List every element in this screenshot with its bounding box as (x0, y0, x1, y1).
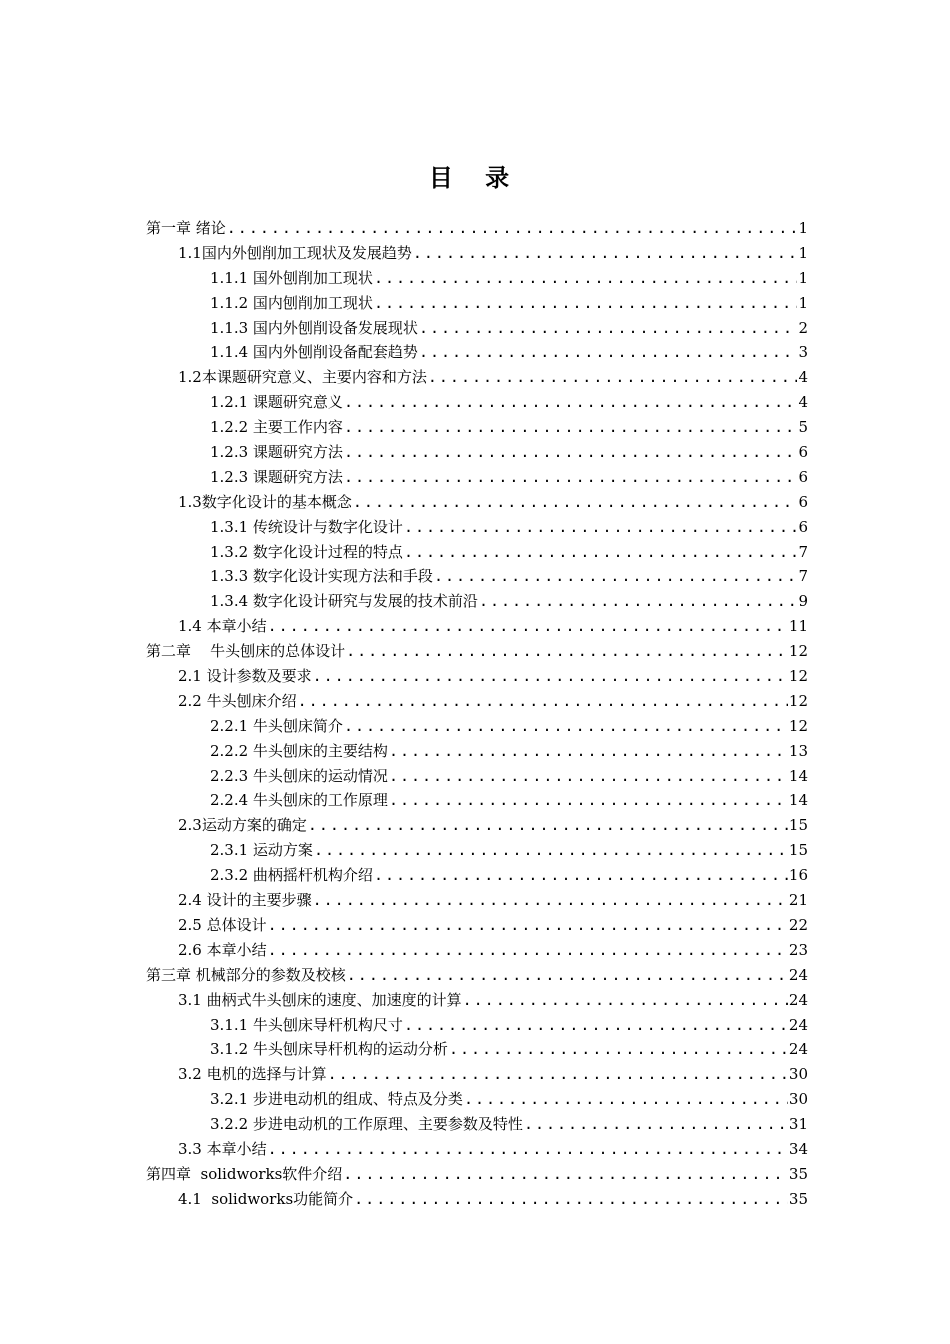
dot-leader (347, 963, 788, 988)
toc-entry-page-number: 5 (798, 418, 808, 437)
toc-entry-page-number: 2 (798, 318, 808, 337)
toc-entry-title: 2.2.1 牛头刨床简介 (210, 716, 343, 735)
toc-entry-title: 第四章 solidworks软件介绍 (146, 1164, 343, 1183)
toc-entry-page-number: 15 (788, 816, 808, 835)
toc-entry-title: 1.3.3 数字化设计实现方法和手段 (210, 567, 433, 586)
toc-entry-title: 1.2.3 课题研究方法 (210, 467, 343, 486)
dot-leader (344, 714, 788, 739)
toc-entry[interactable] (146, 316, 808, 341)
toc-entry-title: 2.2.3 牛头刨床的运动情况 (210, 766, 388, 785)
dot-leader (346, 639, 788, 664)
toc-entry-page-number: 12 (788, 691, 808, 710)
toc-entry[interactable] (146, 838, 808, 863)
toc-entry[interactable] (146, 863, 808, 888)
toc-entry-page-number: 9 (798, 592, 808, 611)
toc-entry[interactable] (146, 291, 808, 316)
page-title: 目 录 (428, 164, 522, 192)
toc-entry[interactable] (146, 1013, 808, 1038)
dot-leader (344, 440, 798, 465)
toc-entry-page-number: 34 (788, 1139, 808, 1158)
toc-entry[interactable] (146, 490, 808, 515)
dot-leader (389, 788, 788, 813)
toc-entry-title: 2.5 总体设计 (178, 915, 267, 934)
toc-entry-page-number: 12 (788, 667, 808, 686)
table-of-contents (146, 216, 808, 1212)
dot-leader (374, 291, 798, 316)
toc-entry[interactable] (146, 1162, 808, 1187)
toc-entry[interactable] (146, 1187, 808, 1212)
dot-leader (464, 1087, 788, 1112)
dot-leader (313, 888, 788, 913)
toc-entry[interactable] (146, 1087, 808, 1112)
dot-leader (404, 540, 798, 565)
toc-entry[interactable] (146, 340, 808, 365)
dot-leader (404, 515, 798, 540)
toc-entry[interactable] (146, 913, 808, 938)
dot-leader (344, 465, 798, 490)
toc-entry-page-number: 6 (798, 467, 808, 486)
toc-entry-title: 1.1.1 国外刨削加工现状 (210, 268, 373, 287)
toc-entry-page-number: 3 (798, 343, 808, 362)
toc-entry-title: 2.2.2 牛头刨床的主要结构 (210, 741, 388, 760)
toc-entry-title: 3.1.2 牛头刨床导杆机构的运动分析 (210, 1040, 448, 1059)
toc-entry-page-number: 1 (798, 243, 808, 262)
toc-entry-title: 2.2 牛头刨床介绍 (178, 691, 297, 710)
toc-entry[interactable] (146, 938, 808, 963)
toc-entry-page-number: 4 (798, 393, 808, 412)
toc-entry-page-number: 1 (798, 293, 808, 312)
toc-entry-title: 4.1 solidworks功能简介 (178, 1189, 354, 1208)
toc-entry[interactable] (146, 589, 808, 614)
dot-leader (344, 415, 798, 440)
dot-leader (268, 913, 788, 938)
toc-entry-page-number: 13 (788, 741, 808, 760)
toc-entry[interactable] (146, 639, 808, 664)
toc-entry-title: 1.1.4 国内外刨削设备配套趋势 (210, 343, 418, 362)
dot-leader (449, 1037, 788, 1062)
dot-leader (374, 863, 788, 888)
dot-leader (227, 216, 798, 241)
toc-entry[interactable] (146, 988, 808, 1013)
dot-leader (524, 1112, 788, 1137)
toc-entry-page-number: 30 (788, 1065, 808, 1084)
toc-entry-page-number: 14 (788, 766, 808, 785)
toc-entry-title: 1.1.3 国内外刨削设备发展现状 (210, 318, 418, 337)
toc-entry[interactable] (146, 739, 808, 764)
dot-leader (314, 838, 788, 863)
toc-entry[interactable] (146, 788, 808, 813)
toc-entry-title: 2.3运动方案的确定 (178, 816, 307, 835)
dot-leader (268, 938, 788, 963)
dot-leader (434, 564, 798, 589)
toc-entry-page-number: 6 (798, 443, 808, 462)
toc-entry-title: 3.1 曲柄式牛头刨床的速度、加速度的计算 (178, 990, 462, 1009)
toc-entry-title: 3.2.1 步进电动机的组成、特点及分类 (210, 1090, 463, 1109)
toc-entry-page-number: 7 (798, 542, 808, 561)
toc-entry-title: 第一章 绪论 (146, 219, 226, 237)
toc-entry[interactable] (146, 1062, 808, 1087)
dot-leader (404, 1013, 788, 1038)
toc-entry[interactable] (146, 614, 808, 639)
toc-entry-title: 1.3.4 数字化设计研究与发展的技术前沿 (210, 592, 478, 611)
toc-entry-page-number: 7 (798, 567, 808, 586)
toc-entry-title: 3.1.1 牛头刨床导杆机构尺寸 (210, 1015, 403, 1034)
toc-entry[interactable] (146, 440, 808, 465)
dot-leader (419, 340, 798, 365)
toc-entry[interactable] (146, 689, 808, 714)
toc-entry-title: 1.3.1 传统设计与数字化设计 (210, 517, 403, 536)
dot-leader (353, 490, 798, 515)
dot-leader (328, 1062, 788, 1087)
dot-leader (428, 365, 798, 390)
toc-entry[interactable] (146, 515, 808, 540)
toc-entry-title: 第三章 机械部分的参数及校核 (146, 965, 346, 984)
toc-entry[interactable] (146, 216, 808, 241)
toc-entry-title: 1.2.1 课题研究意义 (210, 393, 343, 412)
toc-entry[interactable] (146, 963, 808, 988)
dot-leader (343, 1162, 788, 1187)
toc-entry-page-number: 35 (788, 1164, 808, 1183)
toc-entry-title: 2.4 设计的主要步骤 (178, 891, 312, 910)
toc-entry-page-number: 24 (788, 1015, 808, 1034)
dot-leader (308, 813, 788, 838)
toc-entry-title: 2.3.1 运动方案 (210, 841, 313, 860)
dot-leader (268, 614, 788, 639)
toc-entry[interactable] (146, 813, 808, 838)
dot-leader (298, 689, 788, 714)
dot-leader (374, 266, 798, 291)
toc-entry-page-number: 12 (788, 716, 808, 735)
toc-entry-title: 3.2 电机的选择与计算 (178, 1065, 327, 1084)
toc-entry-title: 1.4 本章小结 (178, 617, 267, 636)
toc-entry[interactable] (146, 888, 808, 913)
toc-entry[interactable] (146, 564, 808, 589)
toc-entry[interactable] (146, 390, 808, 415)
toc-entry-title: 第二章 牛头刨床的总体设计 (146, 642, 346, 661)
dot-leader (413, 241, 798, 266)
toc-entry-page-number: 6 (798, 517, 808, 536)
toc-entry-title: 1.1国内外刨削加工现状及发展趋势 (178, 243, 412, 262)
toc-entry-title: 2.3.2 曲柄摇杆机构介绍 (210, 866, 373, 885)
toc-entry-title: 1.3.2 数字化设计过程的特点 (210, 542, 403, 561)
toc-entry-page-number: 31 (788, 1115, 808, 1134)
toc-entry-page-number: 4 (798, 368, 808, 387)
toc-entry-page-number: 16 (788, 866, 808, 885)
toc-entry[interactable] (146, 1037, 808, 1062)
toc-entry-page-number: 30 (788, 1090, 808, 1109)
toc-entry-page-number: 24 (788, 1040, 808, 1059)
toc-entry-title: 3.3 本章小结 (178, 1139, 267, 1158)
toc-entry-page-number: 15 (788, 841, 808, 860)
toc-entry-page-number: 12 (788, 642, 808, 661)
dot-leader (389, 739, 788, 764)
toc-entry-page-number: 1 (798, 219, 808, 237)
toc-entry-page-number: 23 (788, 940, 808, 959)
dot-leader (313, 664, 788, 689)
toc-entry-page-number: 21 (788, 891, 808, 910)
toc-entry[interactable] (146, 540, 808, 565)
dot-leader (479, 589, 798, 614)
toc-entry[interactable] (146, 465, 808, 490)
toc-entry[interactable] (146, 266, 808, 291)
toc-entry-title: 1.2本课题研究意义、主要内容和方法 (178, 368, 427, 387)
dot-leader (463, 988, 788, 1013)
toc-entry[interactable] (146, 1112, 808, 1137)
toc-entry-page-number: 14 (788, 791, 808, 810)
toc-entry[interactable] (146, 415, 808, 440)
toc-entry-title: 1.3数字化设计的基本概念 (178, 492, 352, 511)
dot-leader (419, 316, 798, 341)
dot-leader (268, 1137, 788, 1162)
toc-entry-title: 1.2.3 课题研究方法 (210, 443, 343, 462)
toc-entry-page-number: 24 (788, 965, 808, 984)
toc-entry-page-number: 22 (788, 915, 808, 934)
toc-entry-title: 3.2.2 步进电动机的工作原理、主要参数及特性 (210, 1115, 523, 1134)
toc-entry[interactable] (146, 1137, 808, 1162)
toc-entry[interactable] (146, 664, 808, 689)
toc-entry[interactable] (146, 714, 808, 739)
toc-entry[interactable] (146, 365, 808, 390)
toc-entry-title: 1.1.2 国内刨削加工现状 (210, 293, 373, 312)
toc-entry-page-number: 24 (788, 990, 808, 1009)
toc-entry-title: 1.2.2 主要工作内容 (210, 418, 343, 437)
toc-entry-title: 2.1 设计参数及要求 (178, 667, 312, 686)
toc-entry-page-number: 1 (798, 268, 808, 287)
toc-entry-page-number: 35 (788, 1189, 808, 1208)
toc-entry-page-number: 11 (788, 617, 808, 636)
toc-entry-title: 2.6 本章小结 (178, 940, 267, 959)
dot-leader (389, 764, 788, 789)
toc-entry-page-number: 6 (798, 492, 808, 511)
toc-entry[interactable] (146, 241, 808, 266)
toc-entry[interactable] (146, 764, 808, 789)
dot-leader (344, 390, 798, 415)
toc-entry-title: 2.2.4 牛头刨床的工作原理 (210, 791, 388, 810)
dot-leader (354, 1187, 788, 1212)
